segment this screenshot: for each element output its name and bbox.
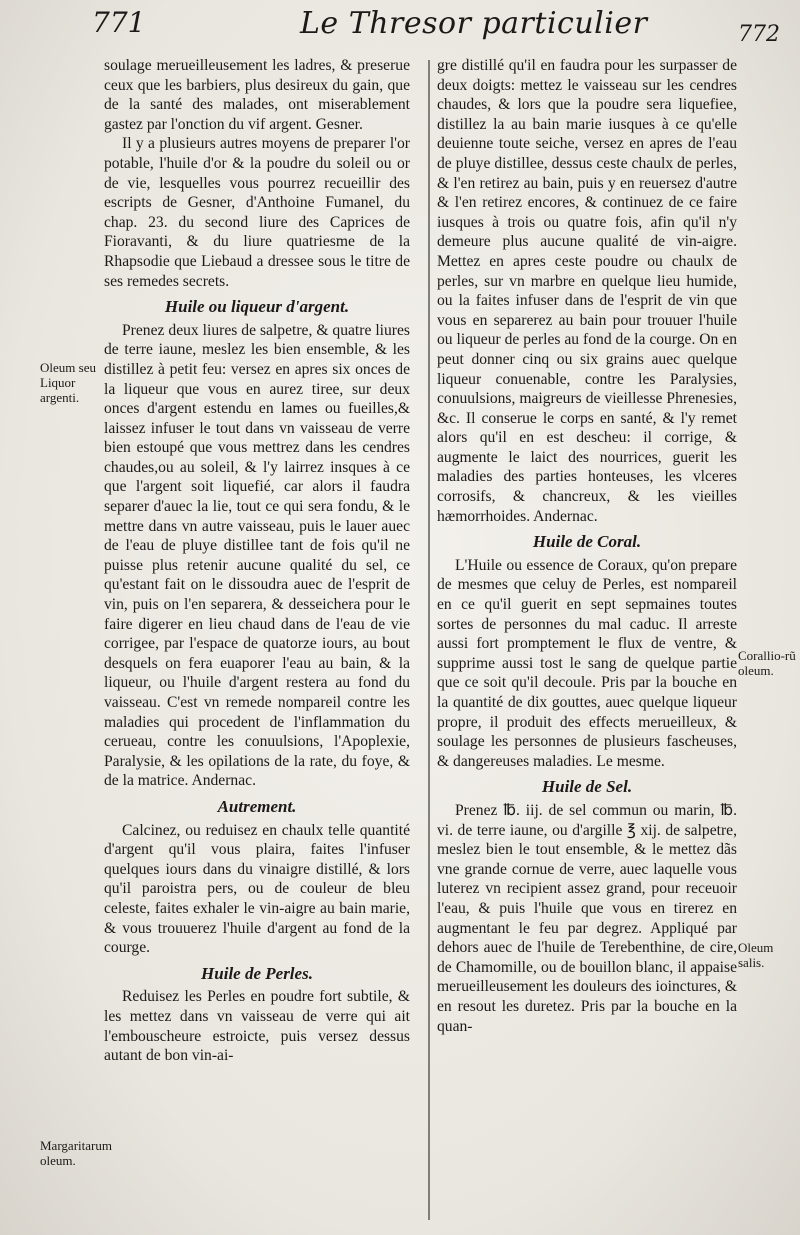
margin-note: Oleum seu Liquor argenti. bbox=[40, 360, 96, 405]
paragraph: Reduisez les Perles en poudre fort subtile, & les mettez dans vn vaisseau de verre qui ait l'embouscheure estroicte, puis versez dessus autant de bon vin-ai- bbox=[104, 988, 410, 1065]
section-heading: Autrement. bbox=[217, 796, 297, 816]
paragraph: gre distillé qu'il en faudra pour les surpasser de deux doigts: mettez le vaisseau sur les cendres chaudes, & lors que la poudre sera liquefiee, distillez la au bain marie iusques à ce qu'elle deuienne toute seiche, versez en apres de l'eau de pluye distillee, dessus ceste chaulx de perles, & l'en retirez au bain, puis y en reuersez d'autre & l'en retirez encores, & continuez de ce faire iusques à trois ou quatre fois, afin qu'il n'y demeure plus aucune qualité de vin-aigre. Mettez en apres ceste poudre ou chaulx de perles, sur vn marbre en quelque lieu humide, ou la faites infuser dans de l'esprit de vin que vous en separerez au bain pour trouuer l'huile ou liqueur de perles au fond de la courge. On en peut donner cinq ou six grains auec quelque liqueur conuenable, contre les Paralysies, conuulsions, maigreurs de vieillesse Phrenesies, &c. Il conserue le corps en santé, & l'y remet alors qu'il en est descheu: il corrige, & augmente le laict des nourrices, guerit les maladies des parties honteuses, les vlceres corrosifs, & chancreux, & les vieilles hæmorrhoides. Andernac. bbox=[437, 57, 737, 525]
margin-note: Margaritarum oleum. bbox=[40, 1138, 112, 1168]
right-column bbox=[437, 56, 737, 1036]
section-heading: Huile de Coral. bbox=[532, 532, 642, 552]
section-heading: Huile de Sel. bbox=[541, 777, 633, 797]
paragraph: Il y a plusieurs autres moyens de preparer l'or potable, l'huile d'or & la poudre du soleil ou or de vie, lesquelles vous pourrez recueillir des escripts de Gesner, d'Anthoine Fumanel, du chap. 23. du second liure des Caprices de Fioravanti, & du liure quatriesme de la Rhapsodie que Liebaud a dressee sous le titre de ses remedes secrets. bbox=[104, 135, 410, 290]
paragraph: Prenez ℔. iij. de sel commun ou marin, ℔. vi. de terre iaune, ou d'argille ℥ xij. de salpetre, meslez bien le tout ensemble, & le mettez dãs vne grande cornue de verre, auec laquelle vous luterez vn recipient assez grand, pour receuoir l'eau, & puis l'huile que vous en tirerez en augmentant le feu par degrez. Appliqué par dehors auec de l'huile de Terebenthine, de cire, de Chamomille, ou de bouillon blanc, il appaise merueilleusement les douleurs des ioinctures, & en resout les duretez. Pris par la bouche en la quan- bbox=[437, 801, 737, 1035]
page-number-right: 772 bbox=[738, 22, 780, 47]
paragraph: Prenez deux liures de salpetre, & quatre liures de terre iaune, meslez les bien ensemble, & les distillez à petit feu: versez en apres six onces de la liqueur que vous en aurez tiree, sur deux onces d'argent estendu en lames ou fueilles,& laissez infuser le tout dans vn vaisseau de verre bien estoupé que vous mettrez dans les cendres chaudes,ou au soleil, & l'y lairrez insques à ce que l'argent soit liquefié, car alors il faudra separer d'auec la lie, tout ce qui sera fondu, & le mettre dans vn autre vaisseau, puis le lauer auec de l'eau de pluye distillee tant de fois qu'il ne puisse plus retenir aucune qualité du sel, ce qu'estant fait on le dissoudra auec de l'esprit de vin, puis on l'en separera, & desseichera pour le faire digerer en lieu chaud dans de l'eau de vie corrigee, par l'espace de quatorze iours, au bout desquels on fera euaporer l'eau au bain, & la liqueur, ou l'huile d'argent restera au fond du vaisseau. C'est vn remede nompareil contre les maladies qui procedent de l'inflammation du cerueau, contre les conuulsions, l'Apoplexie, Paralysie, & les opilations de la rate, du foye, & de la matrice. Andernac. bbox=[104, 321, 410, 790]
left-column bbox=[104, 56, 410, 1066]
section-heading: Huile de Perles. bbox=[201, 963, 313, 983]
paragraph: Calcinez, ou reduisez en chaulx telle quantité d'argent qu'il vous plaira, faites l'infuser quelques iours dans du vinaigre distillé, & lors qu'il paroistra pers, ou de couleur de bleu celeste, faites exhaler le vin-aigre au bain marie, & vous trouuerez l'huile d'argent au fond de la courge. bbox=[104, 821, 410, 957]
section-heading: Huile ou liqueur d'argent. bbox=[164, 297, 350, 317]
margin-note: Oleum salis. bbox=[738, 940, 774, 970]
page-number-left: 771 bbox=[92, 6, 146, 39]
running-title: Le Thresor particulier bbox=[300, 6, 648, 41]
margin-note: Corallio-rũ oleum. bbox=[738, 648, 796, 678]
paragraph: soulage merueilleusement les ladres, & preserue ceux que les barbiers, plus desireux du gain, que de la santé des malades, ont miserablement gastez par l'onction du vif argent. Gesner. bbox=[104, 57, 410, 133]
paragraph: L'Huile ou essence de Coraux, qu'on prepare de mesmes que celuy de Perles, est nompareil en ce qu'il guerit en sept sepmaines toutes sortes de personnes du mal caduc. Il arreste aussi fort promptement le flux de ventre, & supprime aussi tost le sang de quelque partie que ce soit qu'il decoule. Pris par la bouche en la quantité de dix gouttes, auec quelque liqueur propre, il produit des effects merueilleux, & soulage les personnes de plusieurs fascheuses, & dangereuses maladies. Le mesme. bbox=[437, 556, 737, 770]
column-divider bbox=[428, 60, 430, 1220]
